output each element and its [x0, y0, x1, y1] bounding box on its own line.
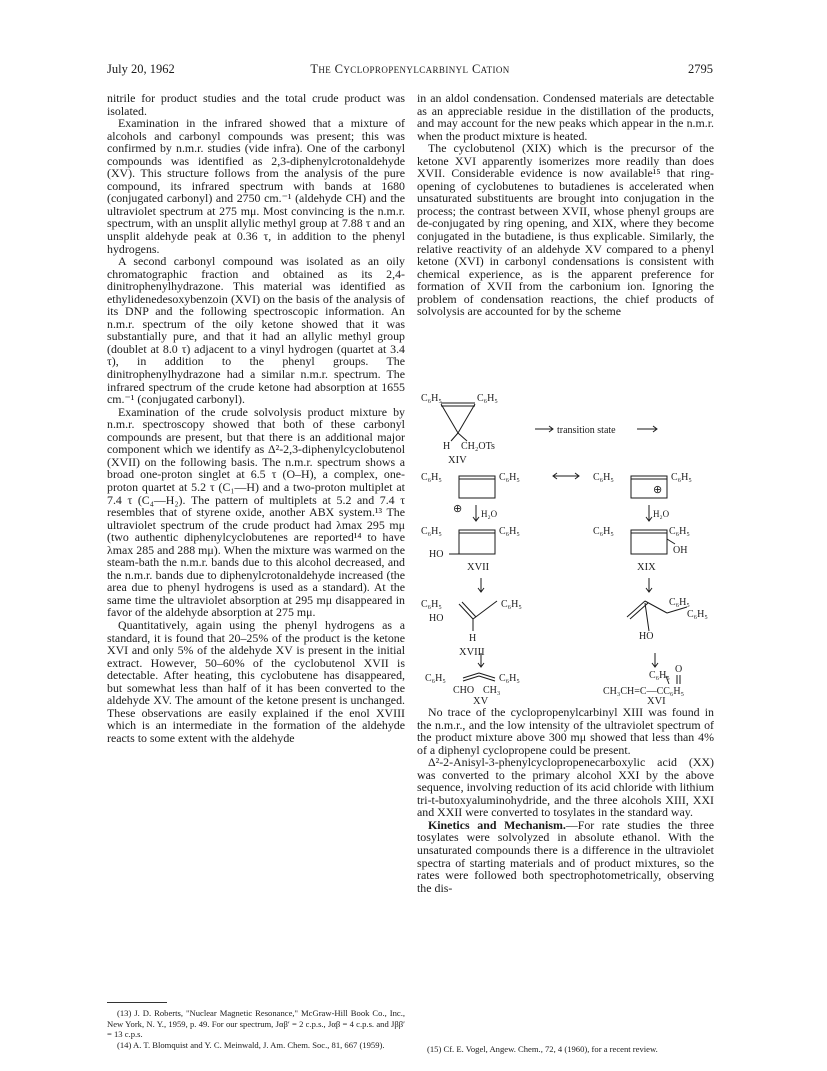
ph-label: C₆H₅	[593, 472, 614, 483]
ph-label: C₆H₅	[421, 472, 442, 483]
paragraph: Quantitatively, again using the phenyl hydrogens as a standard, it is found that 20–25% of the product is the ketone XVI and only 5% of the aldehyde XV is present in the initial extract. However, 50–60% of the cyclobutenol XVII is detectable. After heating, this cyclobutene has disappeared, but somewhat less than half of it has been converted to the aldehyde XV. The amount of the ketone present is unchanged. These observations are easily explained if the enol XVIII which is an intermediate in the formation of the aldehyde reacts to some extent with the aldehyde	[107, 617, 405, 745]
paragraph: Examination in the infrared showed that a mixture of alcohols and carbonyl compounds was present; this was confirmed by n.m.r. studies (vide infra). One of the carbonyl compounds was identified as 2,3-diphenylcrotonaldehyde (XV). This structure follows from the analysis of the pure compound, its infrared spectrum with bands at 1680 (conjugated carbonyl) and 2750 cm.⁻¹ (aldehyde CH) and the ultraviolet spectrum at 275 mμ. Most convincing is the n.m.r. spectrum, with an unsplit allylic methyl group at 7.88 τ and an unsplit aldehyde peak at 0.36 τ, in addition to the phenyl hydrogens.	[107, 116, 405, 256]
footnote-13: (13) J. D. Roberts, "Nuclear Magnetic Resonance," McGraw-Hill Book Co., Inc., New York, N. Y., 1959, p. 49. For our spectrum, Jαβ′ = 2 c.p.s., Jαβ = 4 c.p.s. and Jββ′ = 13 c.p.s.	[107, 1008, 405, 1039]
paragraph-kinetics	[417, 819, 714, 894]
ph-label: C₆H₅	[669, 526, 690, 537]
footnote-15: (15) Cf. E. Vogel, Angew. Chem., 72, 4 (1960), for a recent review.	[427, 1044, 658, 1054]
ph-label: C₆H₅	[499, 472, 520, 483]
ch2ots-label: CH₂OTs	[461, 441, 495, 452]
ph-label: C₆H₅	[501, 599, 522, 610]
footnote-14: (14) A. T. Blomquist and Y. C. Meinwald, J. Am. Chem. Soc., 81, 667 (1959).	[117, 1039, 385, 1050]
paragraph: No trace of the cyclopropenylcarbinyl XIII was found in the n.m.r., and the low intensity of the ultraviolet spectrum of the product mixture above 300 mμ showed that less than 4% of a diphenyl cyclopropene could be present.	[417, 705, 714, 757]
cation-plus: ⊕	[653, 484, 663, 496]
compound-label-xv: XV	[473, 696, 489, 707]
paragraph: Examination of the crude solvolysis product mixture by n.m.r. spectroscopy showed that both of these carbonyl compounds are present, but that there is an additional major component which we identify as Δ²-2,3-diphenylcyclobutenol (XVII) on the following basis. The n.m.r. spectrum shows a broad one-proton singlet at 6.5 τ (O–H), a complex, one-proton quartet at 5.2 τ (C₁—H) and a two-proton multiplet at 7.4 τ (C₄—H₂). The pattern of multiplets at 5.2 and 7.4 τ resembles that of styrene oxide, another ABX system.¹³ The ultraviolet spectrum of the crude product had λmax 295 mμ (two authentic diphenylcyclobutenes are reported¹⁴ to have λmax 285 and 288 mμ). When the mixture was warmed on the steam-bath the n.m.r. bands due to this alcohol decreased, and the n.m.r. bands due to diphenylcrotonaldehyde increased (the area due to phenyl hydrogens is used as a standard). At the same time the ultraviolet absorption at 295 mμ disappeared in favor of the aldehyde absorption at 275 mμ.	[107, 404, 405, 620]
h2o-label: H₂O	[653, 509, 670, 519]
cation-plus: ⊕	[453, 503, 463, 515]
ph-label: C₆H₅	[421, 393, 442, 404]
paragraph: in an aldol condensation. Condensed materials are detectable as an appreciable residue in the distillation of the products, and may account for the new peaks which appear in the n.m.r. when the product mixture is heated.	[417, 91, 714, 143]
running-header	[107, 62, 713, 78]
kinetics-text: —For rate studies the three tosylates were solvolyzed in absolute ethanol. With the unsaturated compounds there is a difference in the ultraviolet spectra of starting materials and of product mixtures, so the rates were followed both spectrophotometrically, observing the dis-	[417, 817, 714, 895]
ho-label: HO	[639, 631, 654, 642]
compound-label-xix: XIX	[637, 562, 656, 573]
right-column-top	[417, 92, 714, 318]
paragraph: nitrile for product studies and the total crude product was isolated.	[107, 91, 405, 118]
compound-label-xiv: XIV	[448, 455, 467, 466]
ph-label: C₆H₅	[421, 526, 442, 537]
ph-label: C₆H₅	[669, 597, 690, 608]
reaction-scheme	[417, 381, 714, 696]
right-footnotes	[417, 1044, 714, 1055]
header-title: The Cyclopropenylcarbinyl Cation	[310, 62, 510, 76]
ho-label: HO	[429, 549, 444, 560]
scheme-figure	[417, 381, 714, 696]
section-heading: Kinetics and Mechanism.	[428, 817, 566, 832]
xvi-chain-label: CH₃CH=C—CC₆H₅	[603, 686, 685, 696]
ph-label: C₆H₅	[671, 472, 692, 483]
footnote-rule	[107, 1002, 167, 1003]
header-date: July 20, 1962	[107, 62, 175, 76]
h-label: H	[443, 441, 451, 452]
ph-label: C₆H₅	[425, 673, 446, 684]
page-number: 2795	[688, 62, 713, 76]
ho-label: HO	[429, 613, 444, 624]
ph-label: C₆H₅	[499, 526, 520, 537]
h-label: H	[469, 633, 477, 644]
ph-label: C₆H₅	[687, 609, 708, 620]
left-footnotes	[107, 1008, 405, 1050]
compound-label-xvii: XVII	[467, 562, 490, 573]
paragraph: A second carbonyl compound was isolated as an oily chromatographic fraction and obtained as its 2,4-dinitrophenylhydrazone. This material was identified as ethylidenedesoxybenzoin (XVI) on the basis of the analysis of its DNP and the following spectroscopic information. An n.m.r. spectrum of the oily ketone showed that it was substantially pure, and that it had an allylic methyl group (doublet at 8.0 τ) adjacent to a vinyl hydrogen (quartet at 3.4 τ), in addition to the phenyl groups. The dinitrophenylhydrazone had a similar n.m.r. spectrum. The infrared spectrum of the crude ketone had absorption at 1655 cm.⁻¹ (conjugated carbonyl).	[107, 254, 405, 407]
transition-state-label: transition state	[557, 425, 616, 436]
ph-label: C₆H₅	[649, 670, 670, 681]
ph-label: C₆H₅	[593, 526, 614, 537]
ph-label: C₆H₅	[477, 393, 498, 404]
cho-label: CHO	[453, 685, 475, 696]
h2o-label: H₂O	[481, 509, 498, 519]
compound-label-xviii: XVIII	[459, 647, 485, 658]
right-column-bottom	[417, 706, 714, 894]
oh-label: OH	[673, 545, 688, 556]
paragraph: Δ²-2-Anisyl-3-phenylcyclopropenecarboxylic acid (XX) was converted to the primary alcohol XXI by the above sequence, involving reduction of its acid chloride with lithium tri-t-butoxyaluminohydride, and the three alcohols XIII, XXI and XXII were converted to tosylates in the standard way.	[417, 755, 714, 820]
ch3-label: CH₃	[483, 685, 501, 696]
o-label: O	[675, 664, 683, 675]
compound-label-xvi: XVI	[647, 696, 666, 707]
ph-label: C₆H₅	[421, 599, 442, 610]
paragraph: The cyclobutenol (XIX) which is the precursor of the ketone XVI apparently isomerizes more readily than does XVII. Considerable evidence is now available¹⁵ that ring-opening of cyclobutenes to butadienes is accelerated when unsaturated substituents are brought into conjugation in the process; the contrast between XVII, whose phenyl groups are de-conjugated by ring opening, and XIX, where they become conjugated in the butadiene, is thus explicable. Similarly, the relative reactivity of an aldehyde XV compared to a phenyl ketone (XVI) in carbonyl condensations is consistent with chemical experience, as is the apparent preference for formation of XVII from the carbonium ion. Ignoring the problem of condensation reactions, the chief products of solvolysis are accounted for by the scheme	[417, 141, 714, 319]
ph-label: C₆H₅	[499, 673, 520, 684]
left-column	[107, 92, 405, 744]
